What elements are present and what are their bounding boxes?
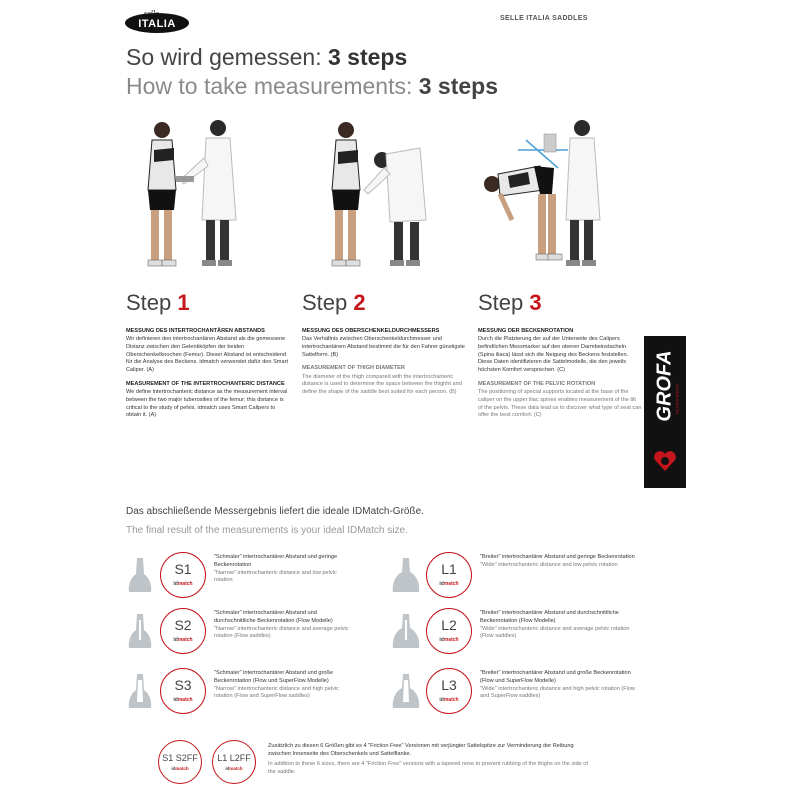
badge-s1: S1 idmatch xyxy=(160,552,206,598)
size-l2 xyxy=(392,608,652,660)
size-l2-en: "Wide" intertrochanteric distance and average pelvic rotation (Flow saddles) xyxy=(480,625,630,640)
size-s1 xyxy=(126,552,366,604)
step-3-title: Step 3 xyxy=(478,290,542,315)
step-2-photo xyxy=(306,110,466,280)
saddle-l2-icon xyxy=(392,612,420,650)
result-text-de: Das abschließende Messergebnis liefert die ideale IDMatch-Größe. xyxy=(126,506,424,517)
badge-l1-l2ff: L1 L2FF idmatch xyxy=(212,740,256,784)
svg-text:BETTER BIKING: BETTER BIKING xyxy=(674,383,680,414)
size-l1-en: "Wide" intertrochanteric distance and low pelvic rotation xyxy=(480,561,618,568)
size-s2-de: "Schmaler" intertrochantärer Abstand und durchschnittliche Beckenrotation (Flow Modelle) xyxy=(214,610,333,624)
step-3-text-en: The positioning of special supports located at the base of the caliper on the upper iliac spines enables measurement of the tilt of the pelvis. These data lead us to discover what type of seat can offer the best comfort. (C) xyxy=(478,389,642,419)
svg-text:selle: selle xyxy=(144,9,159,18)
step-1-text-de: Wir definieren den intertrochantären Abstand als die gemessene Distanz zwischen den Gelenkköpfen der beiden Oberschenkelknochen (Femur). Dieser Abstand ist entscheidend für die Analyse des Beckens. idmatch verwendet dafür den Smart Caliper. (A) xyxy=(126,336,288,374)
step-2-heading-en: MEASUREMENT OF THIGH DIAMETER xyxy=(302,365,405,372)
friction-free-de: Zusätzlich zu diesen 6 Größen gibt es 4 "Friction Free" Versionen mit verjüngter Sattelspitze zur Verminderung der Reibung zwischen Innenseite des Oberschenkels und Sattelflanke. xyxy=(268,743,574,758)
selle-italia-logo xyxy=(124,8,190,34)
size-l3-de: "Breiter" intertrochantärer Abstand und große Beckenrotation (Flow und SuperFlow Modelle) xyxy=(480,670,631,684)
badge-s1-s2ff: S1 S2FF idmatch xyxy=(158,740,202,784)
step-3-heading-de: MESSUNG DER BECKENROTATION xyxy=(478,328,574,334)
step-3-text-de: Durch die Platzierung der auf der Unterseite des Calipers befindlichen Messmarker auf den oberen Darmbeinstacheln (Spina iliaca) lässt sich die Neigung des Beckens feststellen. Diese Daten identifizieren die Sattelmodelle, die den jeweils höchsten Komfort versprechen. (C) xyxy=(478,336,629,374)
step-1-heading-en: MEASUREMENT OF THE INTERTROCHANTERIC DISTANCE xyxy=(126,380,285,387)
size-s1-en: "Narrow" intertrochanteric distance and low pelvic rotation xyxy=(214,569,337,584)
size-s2 xyxy=(126,608,366,660)
step-1-text-en: We define intertrochanteric distance as the measurement interval between the two major tuberosities of the femur; this distance is critical to the study of pelvis. idmatch uses Smart Calipers to obtain it. (A) xyxy=(126,389,288,419)
grofa-tagline xyxy=(674,356,680,416)
step-1-photo xyxy=(126,110,286,280)
grofa-heart-icon xyxy=(652,448,678,474)
badge-s3: S3 idmatch xyxy=(160,668,206,714)
step-1-title: Step 1 xyxy=(126,290,190,315)
badge-l1: L1 idmatch xyxy=(426,552,472,598)
size-s3-de: "Schmaler" intertrochantärer Abstand und große Beckenrotation (Flow und SuperFlow Modelle) xyxy=(214,670,334,684)
size-l3 xyxy=(392,668,652,720)
brand-label: SELLE ITALIA SADDLES xyxy=(500,15,588,22)
step-2-title: Step 2 xyxy=(302,290,366,315)
result-text-en: The final result of the measurements is your ideal IDMatch size. xyxy=(126,525,408,536)
size-l3-en: "Wide" intertrochanteric distance and high pelvic rotation (Flow and SuperFlow saddles) xyxy=(480,685,636,700)
saddle-l1-icon xyxy=(392,556,420,594)
saddle-l3-icon xyxy=(392,672,420,710)
friction-free-en: In addition to these 6 sizes, there are 4 "Friction Free" versions with a tapered nose to prevent rubbing of the thighs on the side of the saddle. xyxy=(268,761,588,776)
step-1-heading-de: MESSUNG DES INTERTROCHANTÄREN ABSTANDS xyxy=(126,328,265,334)
page-title-en: How to take measurements: 3 steps xyxy=(126,73,498,99)
saddle-s3-icon xyxy=(126,672,154,710)
step-3 xyxy=(478,290,642,420)
step-2-text-en: The diameter of the thigh compared with the intertrochanteric distance is used to determine the space between the thighht and define the shape of the saddle best suited for each person. (B) xyxy=(302,373,462,396)
page-title-de: So wird gemessen: 3 steps xyxy=(126,44,408,70)
saddle-s1-icon xyxy=(126,556,154,594)
size-s1-de: "Schmaler" intertrochantärer Abstand und geringe Beckenrotation xyxy=(214,554,338,568)
size-s3 xyxy=(126,668,366,720)
step-3-heading-en: MEASUREMENT OF THE PELVIC ROTATION xyxy=(478,380,596,387)
step-2 xyxy=(302,290,466,397)
size-s2-en: "Narrow" intertrochanteric distance and average pelvic rotation (Flow saddles) xyxy=(214,625,349,640)
step-3-photo xyxy=(478,110,638,280)
size-l1 xyxy=(392,552,652,604)
badge-s2: S2 idmatch xyxy=(160,608,206,654)
friction-free-note xyxy=(268,742,588,776)
saddle-s2-icon xyxy=(126,612,154,650)
size-l1-de: "Breiter" intertrochantärer Abstand und geringe Beckenrotation xyxy=(480,554,635,560)
badge-l3: L3 idmatch xyxy=(426,668,472,714)
step-1 xyxy=(126,290,290,420)
size-s3-en: "Narrow" intertrochanteric distance and high pelvic rotation (Flow and SuperFlow saddles) xyxy=(214,685,339,700)
badge-l2: L2 idmatch xyxy=(426,608,472,654)
grofa-side-tab[interactable] xyxy=(644,336,686,488)
grofa-logo-text: GROFA xyxy=(653,350,676,422)
size-l2-de: "Breiter" intertrochantärer Abstand und durchschnittliche Beckenrotation (Flow Modelle) xyxy=(480,610,619,624)
step-2-text-de: Das Verhältnis zwischen Oberschenkeldurchmesser und intertrochantärem Abstand bestimmt die für den Fahrer günstigste Sattelform. (B) xyxy=(302,336,465,358)
svg-text:ITALIA: ITALIA xyxy=(138,18,176,30)
step-2-heading-de: MESSUNG DES OBERSCHENKELDURCHMESSERS xyxy=(302,328,440,334)
